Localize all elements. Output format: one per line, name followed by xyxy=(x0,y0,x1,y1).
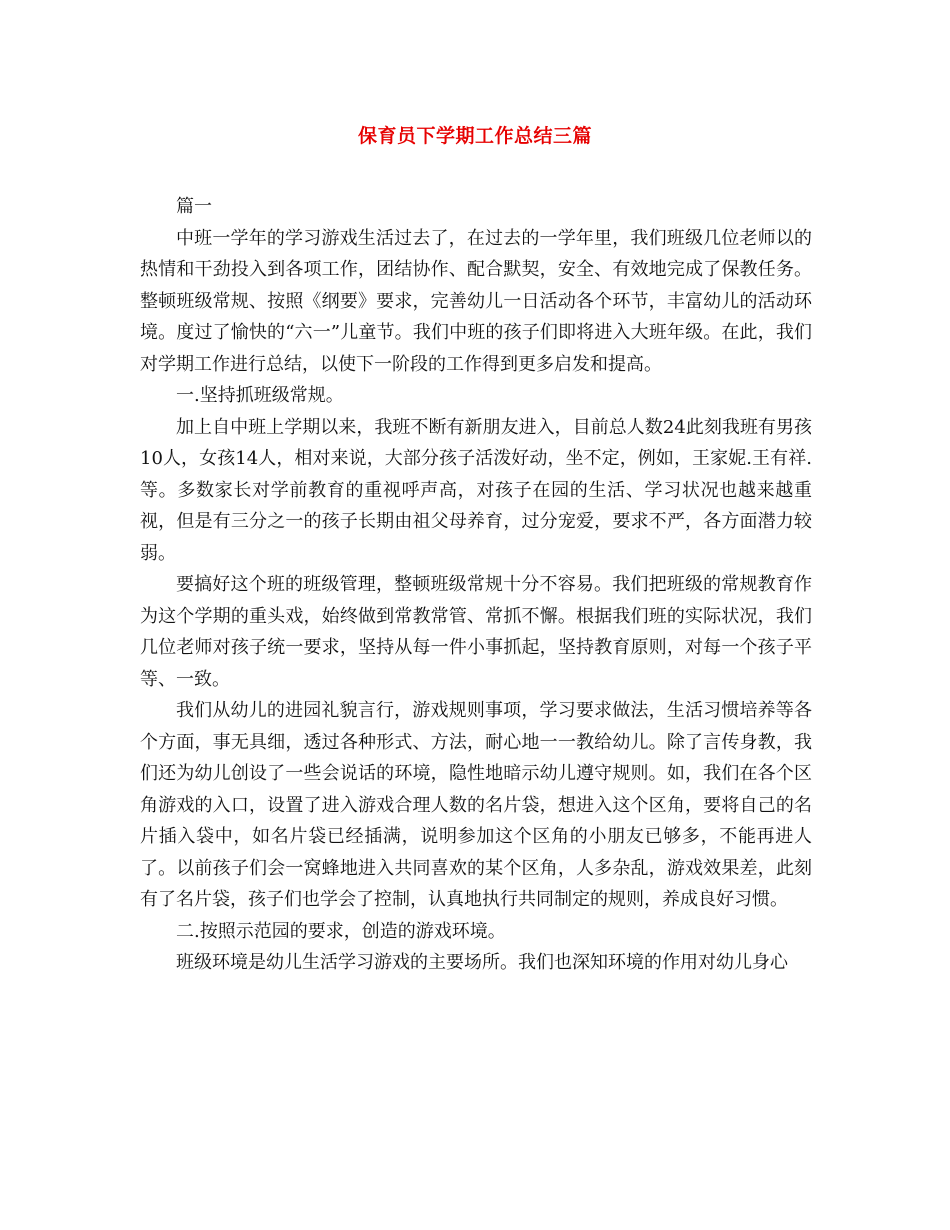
document-title: 保育员下学期工作总结三篇 xyxy=(357,125,592,147)
section-heading-class-routine: 一.坚持抓班级常规。 xyxy=(176,385,344,406)
paragraph-class-management: 要搞好这个班的班级管理，整顿班级常规十分不容易。我们把班级的常规教育作为这个学期的重头戏，始终做到常教常管、常抓不懈。根据我们班的实际状况，我们几位老师对孩子统一要求，坚持从每一件小事抓起，坚持教育原则，对每一个孩子平等、一致。 xyxy=(140,574,812,690)
document-body xyxy=(140,191,812,979)
paragraph-rules-education: 我们从幼儿的进园礼貌言行，游戏规则事项，学习要求做法，生活习惯培养等各个方面，事无具细，透过各种形式、方法，耐心地一一教给幼儿。除了言传身教，我们还为幼儿创设了一些会说话的环境，隐性地暗示幼儿遵守规则。如，我们在各个区角游戏的入口，设置了进入游戏合理人数的名片袋，想进入这个区角，要将自己的名片插入袋中，如名片袋已经插满，说明参加这个区角的小朋友已够多，不能再进人了。以前孩子们会一窝蜂地进入共同喜欢的某个区角，人多杂乱，游戏效果差，此刻有了名片袋，孩子们也学会了控制，认真地执行共同制定的规则，养成良好习惯。 xyxy=(140,700,812,910)
section-heading-game-environment: 二.按照示范园的要求，创造的游戏环境。 xyxy=(176,920,506,942)
paragraph-class-environment: 班级环境是幼儿生活学习游戏的主要场所。我们也深知环境的作用对幼儿身心 xyxy=(176,952,788,973)
paragraph-class-situation: 加上自中班上学期以来，我班不断有新朋友进入，目前总人数24此刻我班有男孩10人，女孩14人，相对来说，大部分孩子活泼好动，坐不定，例如，王家妮.王有祥.等。多数家长对学前教育的重视呼声高，对孩子在园的生活、学习状况也越来越重视，但是有三分之一的孩子长期由祖父母养育，过分宠爱，要求不严，各方面潜力较弱。 xyxy=(140,416,812,564)
section-heading-part-one: 篇一 xyxy=(176,196,212,217)
paragraph-intro: 中班一学年的学习游戏生活过去了，在过去的一学年里，我们班级几位老师以的热情和干劲投入到各项工作，团结协作、配合默契，安全、有效地完成了保教任务。整顿班级常规、按照《纲要》要求，完善幼儿一日活动各个环节，丰富幼儿的活动环境。度过了愉快的“六一”儿童节。我们中班的孩子们即将进入大班年级。在此，我们对学期工作进行总结，以使下一阶段的工作得到更多启发和提高。 xyxy=(140,227,812,375)
